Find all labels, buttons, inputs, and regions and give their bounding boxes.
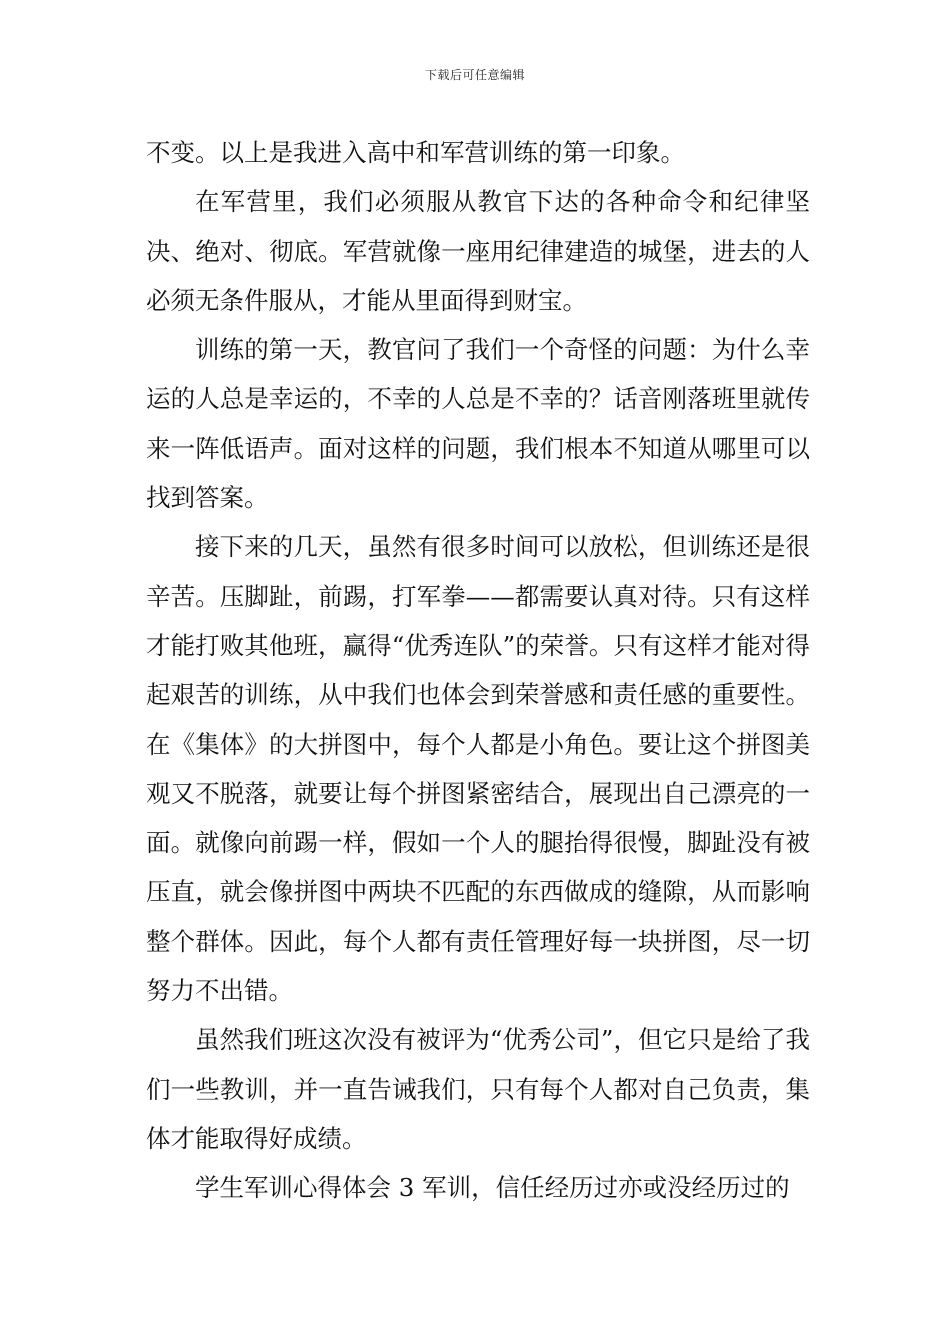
paragraph-line: 块不匹配的东西做成的缝隙，从而影响整个群体。因此，	[146, 877, 811, 956]
paragraph-line: 班里就传来一阵低语声。面对这样的问题，我们根本不知	[146, 384, 811, 463]
paragraph-line: 有这样才能对得起艰苦的训练，从中我们也体会到荣誉感	[146, 630, 810, 710]
paragraph-line: 坚决、绝对、彻底。军营就像一座用纪律建造的城堡，进	[146, 187, 810, 266]
paragraph-line: 在军营里，我们必须服从教官下达的各种命令和纪律	[195, 187, 786, 217]
document-body	[146, 128, 810, 1213]
paragraph-line: 每个人都有责任管理好每一块拼图，尽一切努力不出错。	[146, 926, 811, 1006]
paragraph-line: 己负责，集体才能取得好成绩。	[146, 1074, 811, 1153]
paragraph-line: 给了我们一些教训，并一直告诫我们，只有每个人都对自	[146, 1025, 810, 1104]
paragraph-line: 接下来的几天，虽然有很多时间可以放松，但训练还	[195, 532, 761, 562]
paragraph-line: 虽然我们班这次没有被评为“优秀公司”，但它只是	[195, 1025, 737, 1055]
paragraph-line: 一个人的腿抬得很慢，脚趾没有被压直，就会像拼图中两	[146, 828, 811, 907]
paragraph-6	[146, 1163, 810, 1212]
paragraph-5	[146, 1015, 810, 1163]
paragraph-line: 不变。以上是我进入高中和军营训练的第一印象。	[146, 138, 685, 167]
paragraph-line: 和责任感的重要性。在《集体》的大拼图中，每个人都是	[146, 680, 811, 759]
paragraph-line: 学生军训心得体会 3 军训，信任经历过亦或没经历过的	[195, 1173, 790, 1203]
paragraph-line: 么幸运的人总是幸运的，不幸的人总是不幸的？话音刚落	[146, 335, 811, 414]
paragraph-line: 小角色。要让这个拼图美观又不脱落，就要让每个拼图紧	[146, 729, 811, 808]
paragraph-line: 去的人必须无条件服从，才能从里面得到财宝。	[146, 236, 811, 315]
paragraph-line: 是很辛苦。压脚趾，前踢，打军拳——都需要认真对待。	[146, 532, 811, 611]
paragraph-line: 道从哪里可以找到答案。	[146, 433, 811, 513]
paragraph-1	[146, 128, 810, 177]
paragraph-2	[146, 177, 810, 325]
page-header-note: 下载后可任意编辑	[424, 68, 525, 82]
paragraph-line: 密结合，展现出自己漂亮的一面。就像向前踢一样，假如	[146, 778, 811, 858]
paragraph-3	[146, 325, 810, 522]
paragraph-4	[146, 522, 810, 1015]
paragraph-line: 只有这样才能打败其他班，赢得“优秀连队”的荣誉。只	[146, 581, 811, 660]
paragraph-line: 训练的第一天，教官问了我们一个奇怪的问题：为什	[195, 335, 761, 365]
